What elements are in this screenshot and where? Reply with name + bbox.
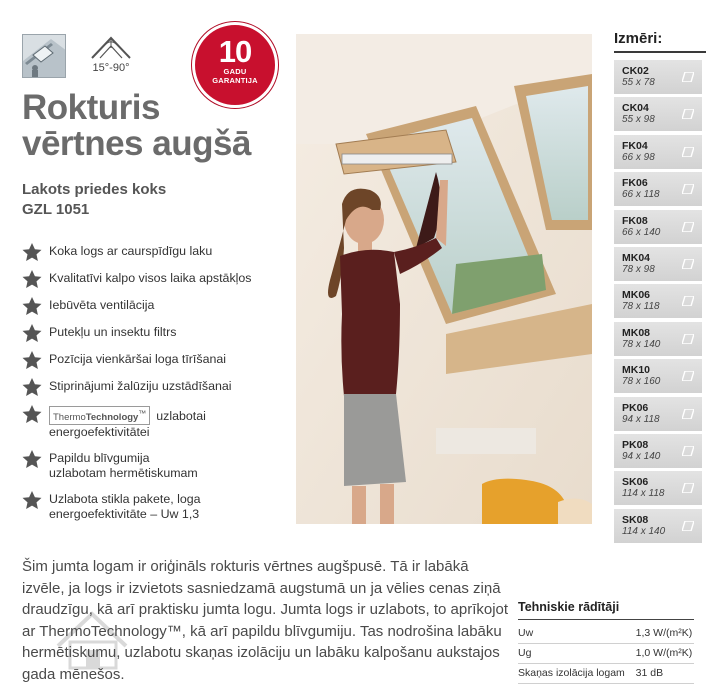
roof-window-icon	[22, 34, 66, 78]
size-code: MK04	[622, 251, 651, 264]
tech-specs-title: Tehniskie rādītāji	[518, 600, 694, 620]
size-option[interactable]	[614, 172, 702, 206]
top-icons	[22, 34, 134, 78]
feature-item	[22, 244, 294, 262]
size-dimensions: 114 x 140	[622, 525, 666, 537]
window-outline-icon	[682, 109, 694, 119]
size-code: MK06	[622, 289, 651, 302]
size-code: PK06	[622, 401, 649, 414]
feature-item	[22, 271, 294, 289]
size-dimensions: 78 x 160	[622, 376, 661, 388]
size-option[interactable]	[614, 509, 702, 543]
window-outline-icon	[682, 521, 694, 531]
size-option[interactable]	[614, 471, 702, 505]
roof-angle-indicator	[88, 34, 134, 74]
star-icon	[22, 450, 42, 469]
window-outline-icon	[682, 483, 694, 493]
size-dimensions: 114 x 118	[622, 488, 665, 500]
size-dimensions: 55 x 78	[622, 77, 655, 88]
spec-label: Ug	[518, 644, 628, 664]
size-option[interactable]	[614, 210, 702, 244]
size-code: SK06	[622, 476, 649, 489]
window-outline-icon	[682, 184, 694, 194]
table-row	[518, 644, 694, 664]
size-dimensions: 55 x 98	[622, 114, 655, 126]
table-row	[518, 624, 694, 644]
size-dimensions: 94 x 140	[622, 450, 661, 462]
product-photo	[296, 34, 592, 524]
window-outline-icon	[682, 334, 694, 344]
feature-item	[22, 492, 294, 523]
product-description: Šim jumta logam ir oriģināls rokturis vērtnes augšpusē. Tā ir labākā izvēle, ja logs ir izvietots sasniedzamā augstumā un ja vēlies cenas ziņā draudzīgu, kā arī praktisku jumta logu. Jumta logs ir uzlabots, to aprīkojot ar ThermoTechnology™, kā arī papildu blīvgumiju. Tas nodrošina labāku hermētiskumu, uzlabotu skaņas izolāciju un labāku kalpošanu aukstajos gada mēnešos.	[22, 558, 509, 683]
size-code: CK04	[622, 102, 649, 115]
size-option[interactable]	[614, 284, 702, 318]
table-row	[518, 664, 694, 684]
star-icon	[22, 378, 42, 397]
sizes-title: Izmēri:	[614, 30, 663, 47]
size-dimensions: 66 x 98	[622, 151, 655, 163]
feature-text: Pozīcija vienkāršai loga tīrīšanai	[49, 352, 226, 366]
window-outline-icon	[682, 147, 694, 157]
size-code: MK08	[622, 326, 651, 339]
feature-item	[22, 325, 294, 343]
size-dimensions: 78 x 118	[622, 301, 660, 313]
star-icon	[22, 351, 42, 370]
size-option[interactable]	[614, 434, 702, 468]
feature-text: Stiprinājumi žalūziju uzstādīšanai	[49, 379, 232, 393]
sizes-divider	[614, 51, 706, 53]
size-code: CK02	[622, 65, 649, 77]
window-outline-icon	[682, 409, 694, 419]
size-option[interactable]	[614, 359, 702, 393]
tech-specs	[518, 600, 694, 684]
size-dimensions: 78 x 140	[622, 338, 661, 350]
size-option[interactable]	[614, 97, 702, 131]
watermark-house-icon	[52, 606, 162, 670]
spec-value: 1,0 W/(m²K)	[628, 644, 694, 664]
size-option[interactable]	[614, 322, 702, 356]
product-title-line2: vērtnes augšā	[22, 124, 251, 163]
window-outline-icon	[682, 371, 694, 381]
spec-value: 1,3 W/(m²K)	[628, 624, 694, 644]
feature-item	[22, 298, 294, 316]
size-dimensions: 94 x 118	[622, 413, 660, 425]
window-outline-icon	[682, 259, 694, 269]
star-icon	[22, 491, 42, 510]
size-code: FK04	[622, 139, 648, 152]
size-code: SK08	[622, 513, 649, 526]
spec-label: Uw	[518, 624, 628, 644]
feature-text: ThermoTechnology™ uzlabotai energoefektivitātei	[49, 406, 206, 441]
tech-specs-table	[518, 624, 694, 684]
feature-text: Koka logs ar caurspīdīgu laku	[49, 244, 213, 258]
window-outline-icon	[682, 296, 694, 306]
product-subtitle	[22, 180, 166, 220]
size-option[interactable]	[614, 60, 702, 94]
size-dimensions: 78 x 98	[622, 263, 655, 275]
feature-list	[22, 244, 294, 533]
angle-label: 15°-90°	[92, 62, 130, 74]
product-model: GZL 1051	[22, 201, 90, 218]
feature-text: Putekļu un insektu filtrs	[49, 325, 177, 339]
size-dimensions: 66 x 118	[622, 189, 660, 201]
size-code: FK08	[622, 214, 648, 227]
feature-item	[22, 451, 294, 482]
feature-text: Uzlabota stikla pakete, loga energoefektivitāte – Uw 1,3	[49, 491, 201, 522]
feature-text: Iebūvēta ventilācija	[49, 298, 155, 312]
feature-item	[22, 379, 294, 397]
warranty-line2: GARANTIJA	[212, 76, 258, 85]
product-title	[22, 90, 292, 162]
warranty-line1: GADU	[223, 67, 247, 76]
feature-item	[22, 352, 294, 370]
roof-angle-icon	[90, 34, 132, 60]
size-list	[614, 60, 702, 546]
size-code: MK10	[622, 364, 651, 377]
window-outline-icon	[682, 72, 694, 82]
size-option[interactable]	[614, 397, 702, 431]
star-icon	[22, 324, 42, 343]
star-icon	[22, 270, 42, 289]
thermotechnology-logo: ThermoTechnology™	[49, 406, 150, 425]
product-material: Lakots priedes koks	[22, 181, 167, 198]
warranty-years: 10	[218, 34, 252, 69]
product-title-line1: Rokturis	[22, 88, 160, 127]
feature-item	[22, 406, 294, 441]
size-code: FK06	[622, 177, 648, 190]
star-icon	[22, 405, 42, 424]
size-option[interactable]	[614, 247, 702, 281]
star-icon	[22, 243, 42, 262]
feature-text: Kvalitatīvi kalpo visos laika apstākļos	[49, 271, 252, 285]
spec-value: 31 dB	[628, 664, 694, 684]
window-outline-icon	[682, 446, 694, 456]
star-icon	[22, 297, 42, 316]
spec-label: Skaņas izolācija logam	[518, 664, 628, 684]
feature-text: Papildu blīvgumija uzlabotam hermētiskumam	[49, 450, 198, 481]
size-code: PK08	[622, 438, 649, 451]
size-option[interactable]	[614, 135, 702, 169]
size-dimensions: 66 x 140	[622, 226, 661, 238]
window-outline-icon	[682, 222, 694, 232]
